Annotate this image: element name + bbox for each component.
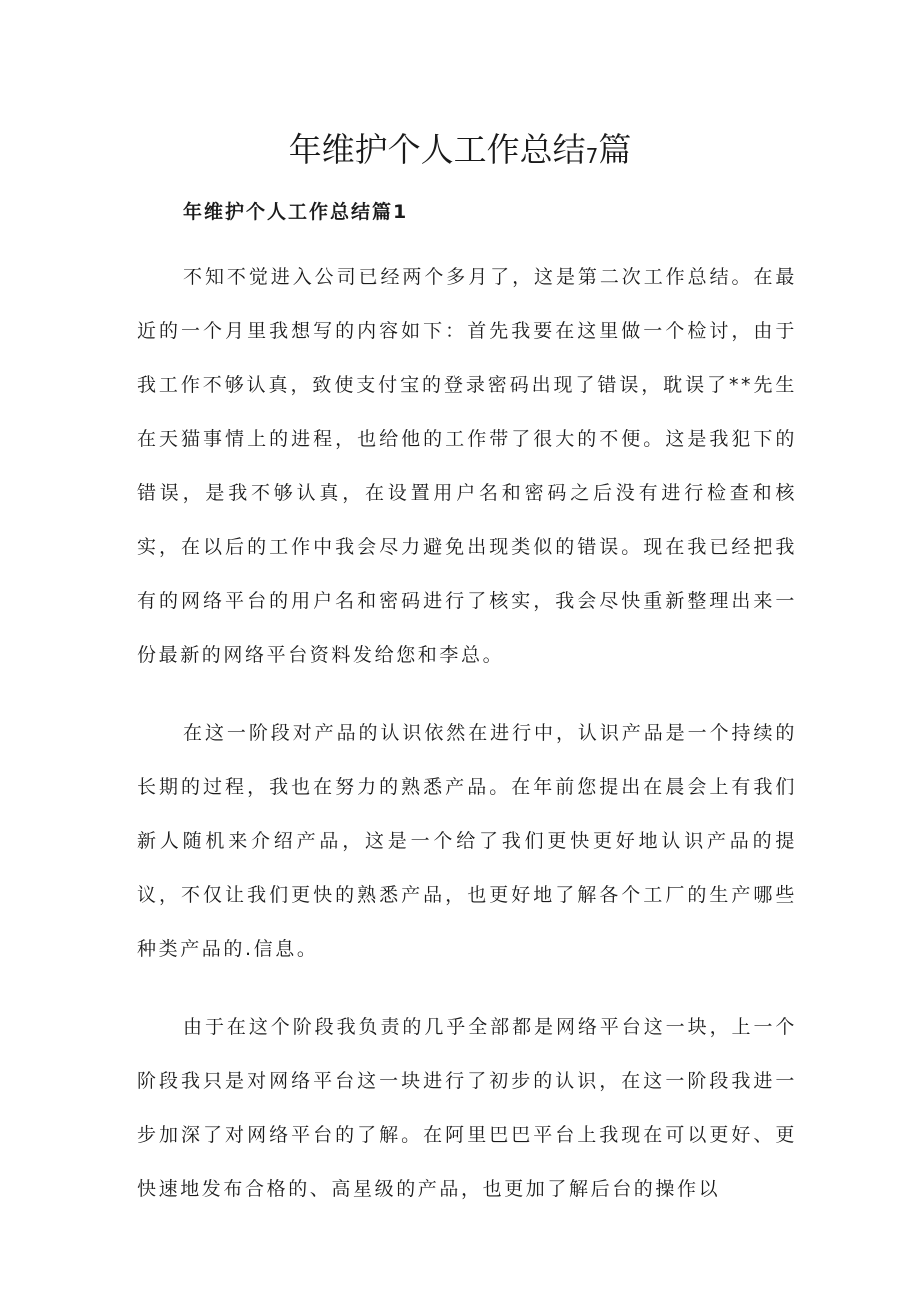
title-tail: 篇 [598, 130, 632, 169]
paragraph-3: 由于在这个阶段我负责的几乎全部都是网络平台这一块，上一个阶段我只是对网络平台这一块进行了初步的认识，在这一阶段我进一步加深了对网络平台的了解。在阿里巴巴平台上我现在可以更好、更快速地发布合格的、高星级的产品，也更加了解后台的操作以 [137, 1016, 797, 1200]
document-title [0, 128, 920, 178]
title-number: 7 [585, 144, 599, 168]
title-main: 年维护个人工作总结 [288, 130, 586, 169]
section-heading: 年维护个人工作总结篇1 [183, 201, 409, 223]
paragraph-1: 不知不觉进入公司已经两个多月了，这是第二次工作总结。在最近的一个月里我想写的内容如下：首先我要在这里做一个检讨，由于我工作不够认真，致使支付宝的登录密码出现了错误，耽误了**先生在天猫事情上的进程，也给他的工作带了很大的不便。这是我犯下的错误，是我不够认真，在设置用户名和密码之后没有进行检查和核实，在以后的工作中我会尽力避免出现类似的错误。现在我已经把我有的网络平台的用户名和密码进行了核实，我会尽快重新整理出来一份最新的网络平台资料发给您和李总。 [137, 266, 797, 666]
paragraph-2: 在这一阶段对产品的认识依然在进行中，认识产品是一个持续的长期的过程，我也在努力的熟悉产品。在年前您提出在晨会上有我们新人随机来介绍产品，这是一个给了我们更快更好地认识产品的提议，不仅让我们更快的熟悉产品，也更好地了解各个工厂的生产哪些种类产品的.信息。 [137, 722, 797, 960]
